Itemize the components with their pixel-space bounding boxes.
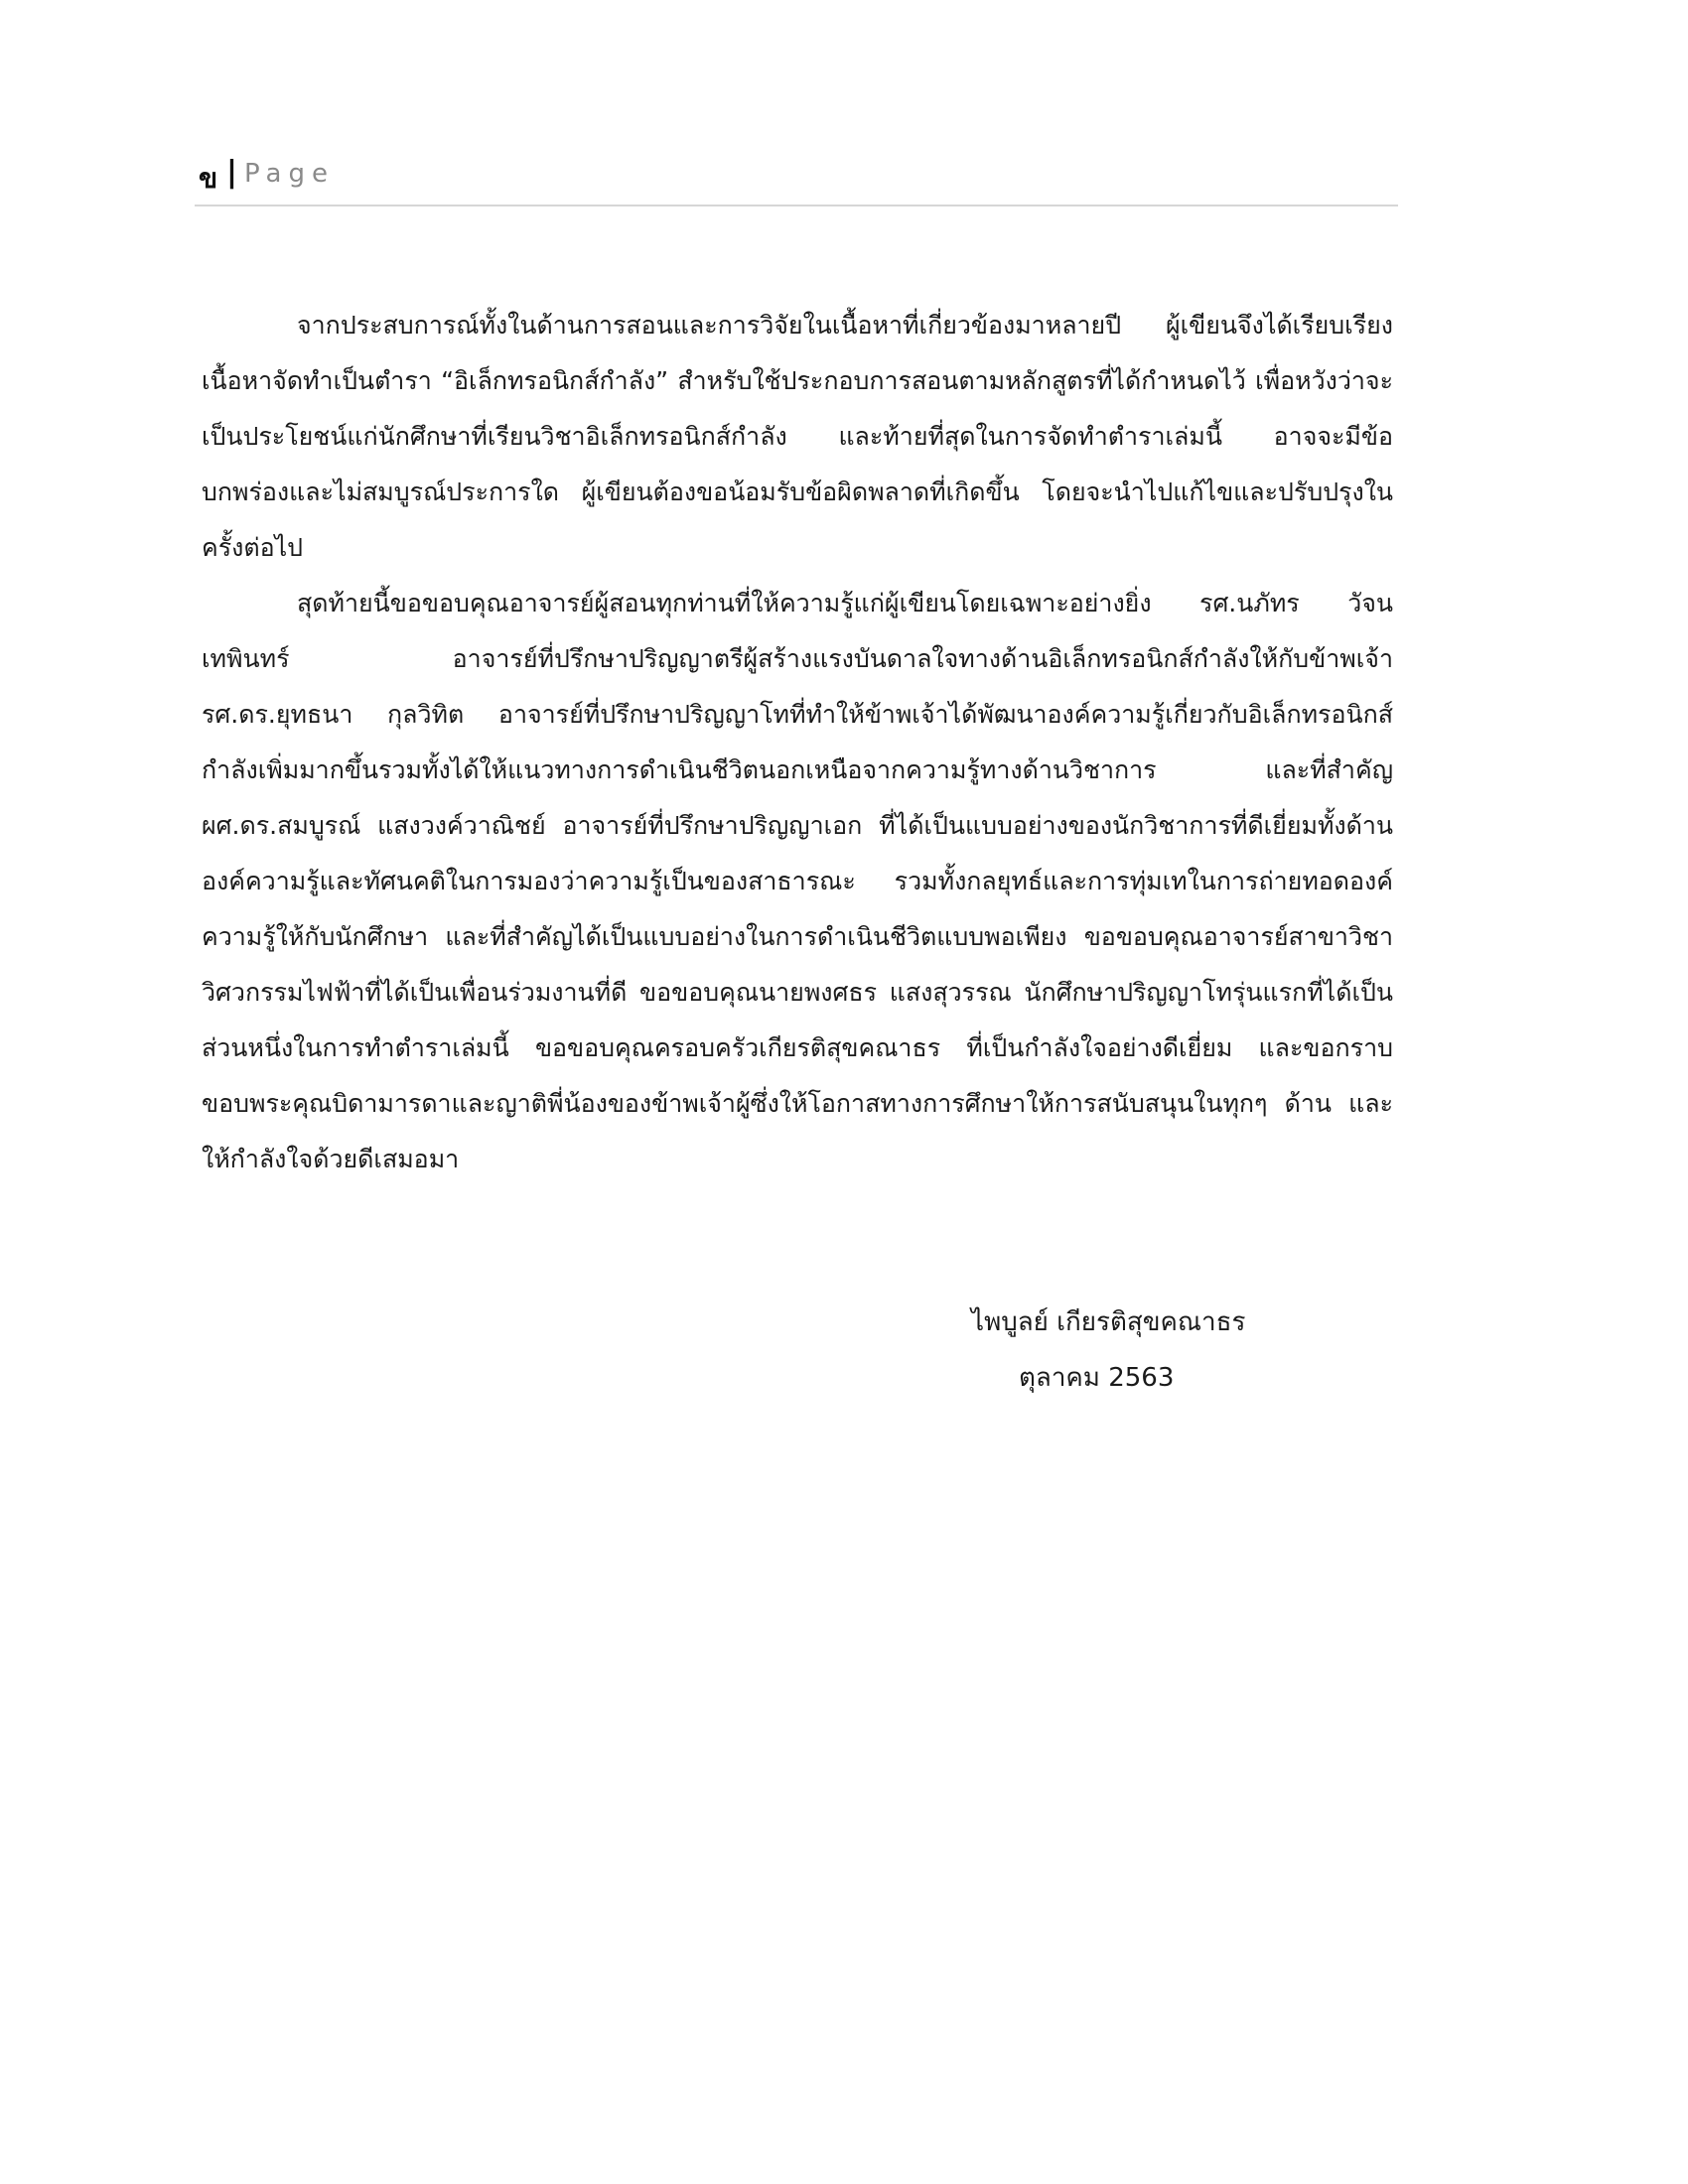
paragraph-acknowledgements: สุดท้ายนี้ขอขอบคุณอาจารย์ผู้สอนทุกท่านที่ให้ความรู้แก่ผู้เขียนโดยเฉพาะอย่างยิ่ง รศ.นภัทร วัจนเทพินทร์ อาจารย์ที่ปรึกษาปริญญาตรีผู้สร้างแรงบันดาลใจทางด้านอิเล็กทรอนิกส์กำลังให้กับข้าพเจ้า รศ.ดร.ยุทธนา กุลวิทิต อาจารย์ที่ปรึกษาปริญญาโทที่ทำให้ข้าพเจ้าได้พัฒนาองค์ความรู้เกี่ยวกับอิเล็กทรอนิกส์กำลังเพิ่มมากขึ้นรวมทั้งได้ให้แนวทางการดำเนินชีวิตนอกเหนือจากความรู้ทางด้านวิชาการ และที่สำคัญ ผศ.ดร.สมบูรณ์ แสงวงค์วาณิชย์ อาจารย์ที่ปรึกษาปริญญาเอก ที่ได้เป็นแบบอย่างของนักวิชาการที่ดีเยี่ยมทั้งด้านองค์ความรู้และทัศนคติในการมองว่าความรู้เป็นของสาธารณะ รวมทั้งกลยุทธ์และการทุ่มเทในการถ่ายทอดองค์ความรู้ให้กับนักศึกษา และที่สำคัญได้เป็นแบบอย่างในการดำเนินชีวิตแบบพอเพียง ขอขอบคุณอาจารย์สาขาวิชาวิศวกรรมไฟฟ้าที่ได้เป็นเพื่อนร่วมงานที่ดี ขอขอบคุณนายพงศธร แสงสุวรรณ นักศึกษาปริญญาโทรุ่นแรกที่ได้เป็นส่วนหนึ่งในการทำตำราเล่มนี้ ขอขอบคุณครอบครัวเกียรติสุขคณาธร ที่เป็นกำลังใจอย่างดีเยี่ยม และขอกราบขอบพระคุณบิดามารดาและญาติพี่น้องของข้าพเจ้าผู้ซึ่งให้โอกาสทางการศึกษาให้การสนับสนุนในทุกๆ ด้าน และให้กำลังใจด้วยดีเสมอมา (202, 589, 1393, 1173)
page-label: Page (244, 159, 335, 189)
signature-date: ตุลาคม 2563 (1019, 1363, 1175, 1393)
page-number: ข (199, 162, 218, 195)
preface-body (202, 298, 1393, 1187)
author-name: ไพบูลย์ เกียรติสุขคณาธร (971, 1307, 1246, 1337)
page-header (195, 153, 1398, 206)
page-separator: | (226, 155, 237, 190)
paragraph-experience: จากประสบการณ์ทั้งในด้านการสอนและการวิจัยในเนื้อหาที่เกี่ยวข้องมาหลายปี ผู้เขียนจึงได้เรียบเรียงเนื้อหาจัดทำเป็นตำรา “อิเล็กทรอนิกส์กำลัง” สำหรับใช้ประกอบการสอนตามหลักสูตรที่ได้กำหนดไว้ เพื่อหวังว่าจะเป็นประโยชน์แก่นักศึกษาที่เรียนวิชาอิเล็กทรอนิกส์กำลัง และท้ายที่สุดในการจัดทำตำราเล่มนี้ อาจจะมีข้อบกพร่องและไม่สมบูรณ์ประการใด ผู้เขียนต้องขอน้อมรับข้อผิดพลาดที่เกิดขึ้น โดยจะนำไปแก้ไขและปรับปรุงในครั้งต่อไป (202, 311, 1393, 562)
